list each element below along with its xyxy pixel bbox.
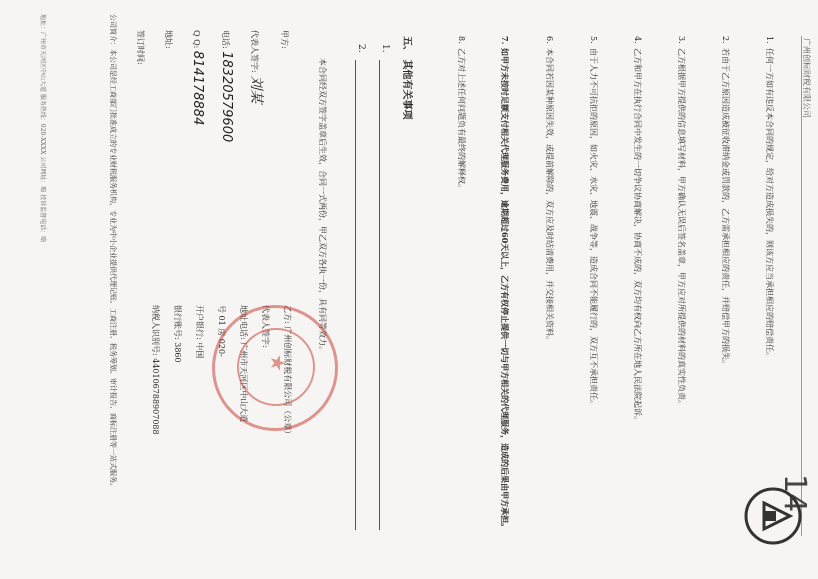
party-a-phone-label: 电话: <box>221 30 230 49</box>
party-a-phone-value: 18320579600 <box>219 51 234 143</box>
party-a-signature: 刘某 <box>248 75 264 104</box>
term-item <box>542 36 556 536</box>
term-item <box>498 36 512 536</box>
contract-conclusion: 本合同经双方签字盖章后生效，合同一式两份，甲乙双方各执一份，具有同等效力。 <box>318 58 327 354</box>
term-item <box>718 36 732 536</box>
term-text: 乙方根据甲方提供的信息填写材料，甲方确认无误后签名盖章，甲方应对所提供的材料的真实性负责。 <box>677 48 686 408</box>
term-text: 乙方和甲方在执行合同中发生的一切争议协商解决，协商不成的，双方均有权向乙方所在地人民法院起诉。 <box>633 48 642 424</box>
party-b-label: 乙方: 广州创标财税有限公司（公章） <box>283 305 292 439</box>
party-b-tax-id: 纳税人识别号: 440106788907088 <box>151 305 160 435</box>
party-b-address: 地址电话: 广州市天河区中山大道 <box>239 305 248 423</box>
other-item-2-label: 2. <box>356 44 366 53</box>
party-a-rep-row <box>240 30 270 142</box>
party-a-qq-label: Q Q: <box>192 30 201 49</box>
term-text: 任何一方如有违反本合同的规定，给对方造成损失的，则该方应当承担相应的赔偿责任。 <box>765 48 774 360</box>
header-rule <box>801 36 802 536</box>
term-item <box>674 36 688 536</box>
party-b-account: 银行账号: 3860 <box>173 305 182 363</box>
party-a-rep-label: 代表人签字: <box>250 30 259 73</box>
term-number: 8. <box>457 36 466 44</box>
party-b-rep-label: 代表人签字: <box>261 305 270 348</box>
party-a-phone-row <box>211 30 240 142</box>
term-number: 4. <box>633 36 642 44</box>
section-5-title: 五、 其他有关事项 <box>401 36 412 120</box>
term-number: 3. <box>677 36 686 44</box>
other-item-1-line[interactable] <box>379 60 380 530</box>
party-a-qq-value: 814178884 <box>190 50 205 126</box>
term-number: 6. <box>545 36 554 44</box>
term-text: 由于人力不可抗拒的原因，如火灾、水灾、地震、战争等，造成合同不能履行的，双方互不承担责任。 <box>589 48 598 408</box>
term-number: 2. <box>721 36 730 44</box>
term-item <box>630 36 644 536</box>
party-b-bank: 开户银行: 中国 <box>195 305 204 359</box>
company-header: 广州创标财税有限公司 <box>802 38 811 118</box>
party-b-address-2: 号 01 房 020- <box>217 305 226 357</box>
footer-introduction: 公司简介：本公司是经工商部门批准成立的专业财税服务机构，专业为中小企业提供代理记账、工商注册、税务筹划、审计报告、商标注册等一站式服务。 <box>109 14 117 490</box>
term-number: 1. <box>765 36 774 44</box>
footer-note: 地址：广州市天河区中山大道 服务热线：020-XXXX 公司网址：略 投诉监督电话：略 <box>39 14 46 243</box>
other-item-1-label: 1. <box>380 44 390 53</box>
term-item <box>762 36 776 536</box>
handwritten-page-number: 14 <box>777 474 812 513</box>
other-item-2-line[interactable] <box>355 60 356 530</box>
party-a-address-label: 地址: <box>164 30 173 49</box>
term-number: 5. <box>589 36 598 44</box>
term-number: 7. <box>500 36 510 45</box>
company-seal-stamp <box>212 305 338 431</box>
party-a-date-label: 签订时间: <box>136 30 145 65</box>
term-item <box>586 36 600 536</box>
company-seal-star-icon: ★ <box>266 354 290 372</box>
party-a-qq-row <box>182 30 211 142</box>
term-text: 如甲方未按时足额支付相关代理服务费用，逾期超过60天以上，乙方有权停止提供一切与甲方相关的代理服务，造成的后果由甲方承担。 <box>500 48 510 532</box>
party-a-label: 甲方: <box>280 30 289 49</box>
term-text: 若由于乙方原因造成被征收滞纳金或罚款的，乙方需承担相应的责任，并赔偿甲方的损失。 <box>721 48 730 368</box>
term-text: 乙方对上述任何问题负有最终的解释权。 <box>457 48 466 192</box>
term-text: 本合同若因某种原因失效，或提前解除的，双方应及时结清费用，并交接相关资料。 <box>545 48 554 344</box>
term-item <box>454 36 468 536</box>
party-a-block <box>126 30 298 142</box>
